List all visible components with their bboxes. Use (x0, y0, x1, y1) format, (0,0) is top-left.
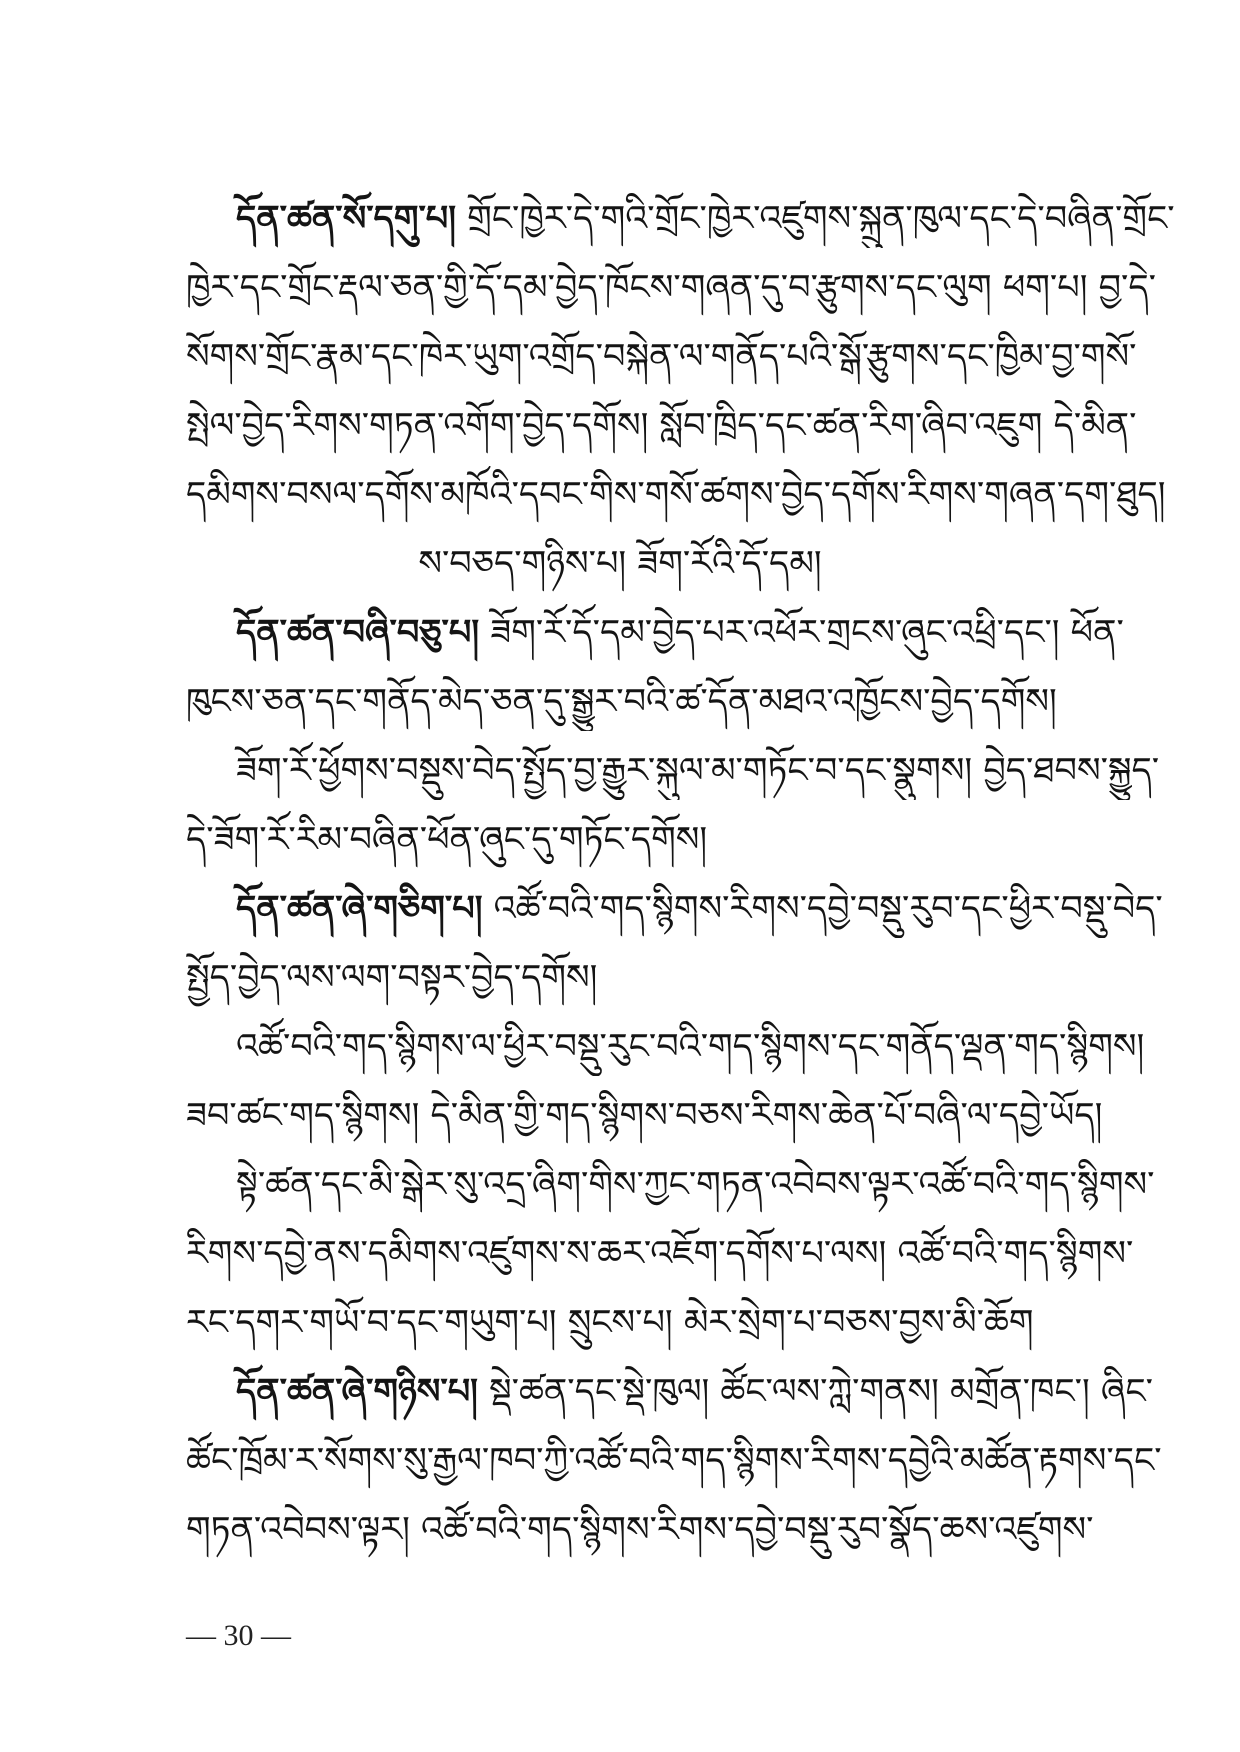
paragraph-text: ཁུངས་ཅན་དང་གནོད་མེད་ཅན་དུ་སྒྱུར་བའི་ཚ་དོན་མཐའ་འཁྱོངས་བྱེད་དགོས། (186, 682, 1057, 722)
paragraph-2-line-1 (0, 604, 1240, 662)
paragraph-text: དམིགས་བསལ་དགོས་མཁོའི་དབང་གིས་གསོ་ཚགས་བྱེད་དགོས་རིགས་གཞན་དག་ཐུད། (186, 475, 1166, 515)
paragraph-text: ཟོག་རོ་དོ་དམ་བྱེད་པར་འཕོར་གྲངས་ཞུང་འཕྲི་དང་། ཕོན་ (479, 613, 1124, 653)
section-title (0, 535, 1240, 593)
paragraph-7-line-1 (0, 1363, 1240, 1421)
paragraph-6-line-2 (0, 1225, 1240, 1283)
page-number: — 30 — (186, 1619, 291, 1652)
paragraph-text: སོགས་གྲོང་རྣམ་དང་ཁེར་ཡུག་འགྲོད་བསྐེན་ལ་གནོད་པའི་སྒོ་རྩུགས་དང་ཁྱིམ་བྱ་གསོ་ (186, 337, 1137, 377)
paragraph-6-line-3 (0, 1294, 1240, 1352)
paragraph-text: ཟོག་རོ་ཕྱོགས་བསྡུས་བེད་སྤྱོད་བྱ་རྒྱུར་སྐུལ་མ་གཏོང་བ་དང་སྣུགས། བྱེད་ཐབས་སྐྱུད་ (236, 751, 1160, 791)
paragraph-3-line-2 (0, 811, 1240, 869)
paragraph-text: རང་དགར་གཡོ་བ་དང་གཡུག་པ། སྲུངས་པ། མེར་སྲེག་པ་བཅས་བྱས་མི་ཆོག (186, 1303, 1034, 1343)
paragraph-text: ཚོང་ཁྲོམ་ར་སོགས་སུ་རྒྱལ་ཁབ་ཀྱི་འཚོ་བའི་གད་སྙིགས་རིགས་དབྱེའི་མཚོན་རྟགས་དང་ (186, 1441, 1162, 1481)
paragraph-1-line-1 (0, 190, 1240, 248)
article-42-heading: དོན་ཚན་ཞེ་གཉིས་པ། (236, 1372, 478, 1412)
paragraph-5-line-1 (0, 1018, 1240, 1076)
paragraph-text: དེ་ཟོག་རོ་རིམ་བཞིན་ཕོན་ཞུང་དུ་གཏོང་དགོས། (186, 820, 708, 860)
paragraph-2-line-2 (0, 673, 1240, 731)
section-title-text: ས་བཅད་གཉིས་པ། ཟོག་རོའི་དོ་དམ། (418, 544, 822, 584)
article-39-heading: དོན་ཚན་སོ་དགུ་པ། (236, 199, 457, 239)
paragraph-text: འཚོ་བའི་གད་སྙིགས་ལ་ཕྱིར་བསྡུ་རུང་བའི་གད་སྙིགས་དང་གནོད་ལྡན་གད་སྙིགས། (236, 1027, 1145, 1067)
paragraph-4-line-2 (0, 949, 1240, 1007)
paragraph-text: སྤྱོད་བྱེད་ལས་ལག་བསྟར་བྱེད་དགོས། (186, 958, 598, 998)
paragraph-7-line-3 (0, 1501, 1240, 1559)
paragraph-text: སྤེལ་བྱེད་རིགས་གཏན་འགོག་བྱེད་དགོས། སློབ་ཁྲིད་དང་ཚན་རིག་ཞིབ་འཇུག དེ་མིན་ (186, 406, 1137, 446)
paragraph-text: རིགས་དབྱེ་ནས་དམིགས་འཛུགས་ས་ཆར་འཇོག་དགོས་པ་ལས། འཚོ་བའི་གད་སྙིགས་ (186, 1234, 1134, 1274)
paragraph-6-line-1 (0, 1156, 1240, 1214)
paragraph-4-line-1 (0, 880, 1240, 938)
paragraph-text: སྡེ་ཚན་དང་སྡེ་ཁུལ། ཚོང་ལས་ཀླེ་གནས། མགྲོན་ཁང་། ཞིང་ (477, 1372, 1153, 1412)
paragraph-text: ཟབ་ཚང་གད་སྙིགས། དེ་མིན་གྱི་གད་སྙིགས་བཅས་རིགས་ཆེན་པོ་བཞི་ལ་དབྱེ་ཡོད། (186, 1096, 1103, 1136)
paragraph-3-line-1 (0, 742, 1240, 800)
paragraph-1-line-2 (0, 259, 1240, 317)
paragraph-text: གཏན་འབེབས་ལྟར། འཚོ་བའི་གད་སྙིགས་རིགས་དབྱེ་བསྡུ་རུབ་སྣོད་ཆས་འཛུགས་ (186, 1510, 1094, 1550)
paragraph-7-line-2 (0, 1432, 1240, 1490)
paragraph-1-line-3 (0, 328, 1240, 386)
article-41-heading: དོན་ཚན་ཞེ་གཅིག་པ། (236, 889, 483, 929)
paragraph-5-line-2 (0, 1087, 1240, 1145)
paragraph-text: ཁྱེར་དང་གྲོང་རྡལ་ཅན་གྱི་དོ་དམ་བྱེད་ཁོངས་གཞན་དུ་བ་རྩུགས་དང་ལུག ཕག་པ། བྱ་དེ་ (186, 268, 1156, 308)
paragraph-1-line-5 (0, 466, 1240, 524)
paragraph-1-line-4 (0, 397, 1240, 455)
paragraph-text: འཚོ་བའི་གད་སྙིགས་རིགས་དབྱེ་བསྡུ་རུབ་དང་ཕྱིར་བསྡུ་བེད་ (482, 889, 1163, 929)
paragraph-text: སྟེ་ཚན་དང་མི་སྒེར་སུ་འདྲ་ཞིག་གིས་ཀྱང་གཏན་འབེབས་ལྟར་འཚོ་བའི་གད་སྙིགས་ (236, 1165, 1155, 1205)
article-40-heading: དོན་ཚན་བཞི་བཅུ་པ། (236, 613, 480, 653)
paragraph-text: གྲོང་ཁྱེར་དེ་གའི་གྲོང་ཁྱེར་འཛུགས་སྐྲུན་ཁུལ་དང་དེ་བཞིན་གྲོང་ (456, 199, 1175, 239)
